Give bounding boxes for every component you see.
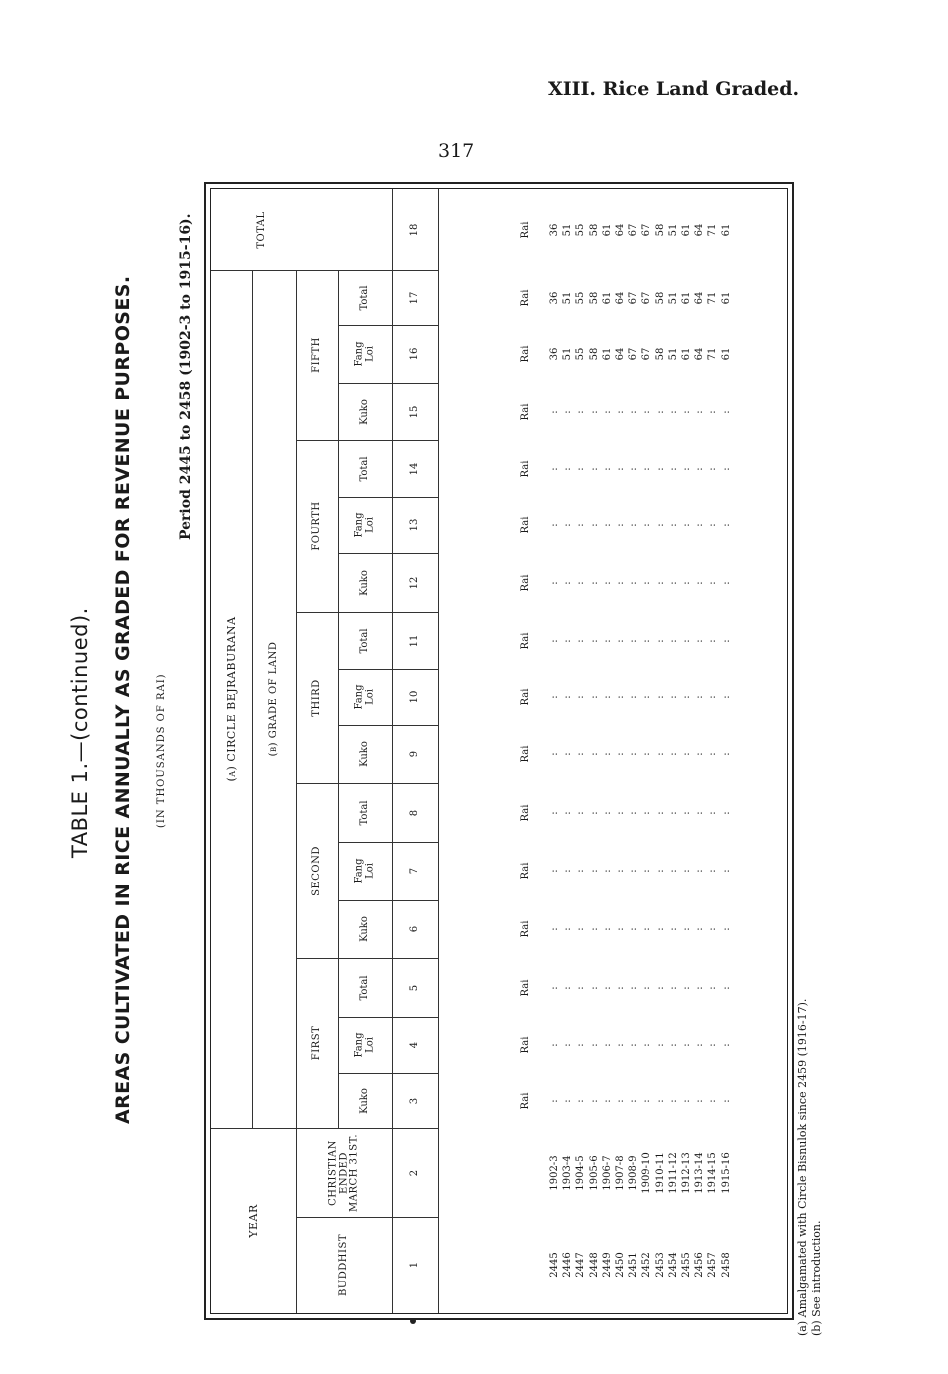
- empty-column-3: : : : : : : : : : : : : : :: [549, 1098, 732, 1103]
- empty-column-12: : : : : : : : : : : : : : :: [549, 580, 732, 585]
- running-header: XIII. Rice Land Graded.: [548, 78, 800, 100]
- table-title: TABLE 1.—(continued).: [68, 607, 92, 858]
- subcol-boundary-7: [338, 842, 438, 843]
- total-values: 36 51 55 58 61 64 67 67 58 51 61 64 71 61: [549, 223, 732, 236]
- empty-column-9: : : : : : : : : : : : : : :: [549, 752, 732, 756]
- subcol-boundary-4: [338, 1017, 438, 1018]
- fifth-fang-loi-values: 36 51 55 58 61 64 67 67 58 51 61 64 71 61: [549, 347, 732, 361]
- main-title: AREAS CULTIVATED IN RICE ANNUALLY AS GRADED FOR REVENUE PURPOSES.: [112, 275, 134, 1124]
- subcol-boundary-6: [338, 900, 438, 901]
- circle-total-boundary: [211, 270, 438, 271]
- header-body-divider: [438, 189, 439, 1313]
- footnote-a: (a) Amalgamated with Circle Bisnulok since 2459 (1916-17).: [796, 998, 809, 1336]
- grade-group-divider: [338, 270, 339, 1128]
- page-number: 317: [438, 140, 475, 162]
- empty-column-13: : : : : : : : : : : : : : :: [549, 523, 732, 527]
- empty-column-10: : : : : : : : : : : : : : :: [549, 695, 732, 699]
- grade-divider: [296, 270, 297, 1128]
- subcol-boundary-16: [338, 325, 438, 326]
- grade-boundary-2: [296, 612, 438, 613]
- year-sub-divider: [296, 1128, 297, 1313]
- period-label: Period 2445 to 2458 (1902-3 to 1915-16).: [178, 213, 194, 540]
- grade-boundary-0: [296, 958, 438, 959]
- grade-boundary-3: [296, 440, 438, 441]
- empty-column-5: : : : : : : : : : : : : : :: [549, 985, 732, 990]
- subcol-boundary-3: [338, 1073, 438, 1074]
- empty-column-4: : : : : : : : : : : : : : :: [549, 1043, 732, 1047]
- year-circle-boundary: [211, 1128, 438, 1129]
- empty-column-8: : : : : : : : : : : : : : :: [549, 810, 732, 815]
- circle-divider: [252, 270, 253, 1128]
- empty-column-14: : : : : : : : : : : : : : :: [549, 466, 732, 471]
- empty-column-15: : : : : : : : : : : : : : :: [549, 409, 732, 414]
- buddhist-christian-boundary: [296, 1217, 438, 1218]
- empty-column-11: : : : : : : : : : : : : : :: [549, 638, 732, 643]
- fifth-total-values: 36 51 55 58 61 64 67 67 58 51 61 64 71 61: [549, 291, 732, 304]
- table-subtitle: (IN THOUSANDS OF RAI): [156, 673, 167, 828]
- grade-boundary-1: [296, 783, 438, 784]
- empty-column-6: : : : : : : : : : : : : : :: [549, 927, 732, 931]
- subcol-boundary-15: [338, 383, 438, 384]
- subcol-boundary-13: [338, 497, 438, 498]
- subcol-boundary-12: [338, 553, 438, 554]
- buddhist-years: 2445 2446 2447 2448 2449 2450 2451 2452 2453 2454 2455 2456 2457 2458: [549, 1252, 732, 1278]
- footnote-b: (b) See introduction.: [810, 1220, 823, 1336]
- subcol-boundary-9: [338, 725, 438, 726]
- christian-years: 1902-3 1903-4 1904-5 1905-6 1906-7 1907-8 1908-9 1909-10 1910-11 1911-12 1912-13 1913-14 1914-15 1915-16: [549, 1151, 732, 1194]
- ink-dot: [410, 1318, 416, 1324]
- header-number-divider: [392, 189, 393, 1313]
- subcol-boundary-10: [338, 669, 438, 670]
- empty-column-7: : : : : : : : : : : : : : :: [549, 869, 732, 873]
